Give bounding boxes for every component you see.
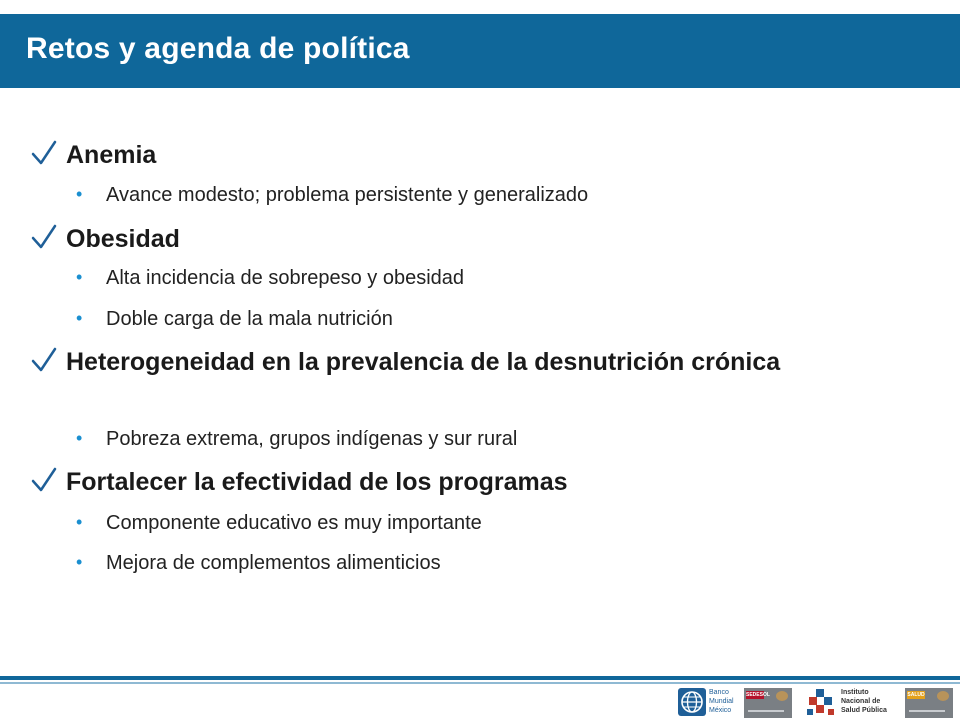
checkmark-icon bbox=[30, 345, 58, 375]
bullet-dot: • bbox=[76, 552, 83, 572]
world-bank-line: Mundial bbox=[709, 698, 734, 705]
world-bank-label bbox=[709, 688, 734, 715]
bullet-dot: • bbox=[76, 184, 83, 204]
sedesol-logo bbox=[744, 688, 792, 718]
world-bank-line: México bbox=[709, 707, 732, 714]
checkmark-icon bbox=[30, 138, 58, 168]
slide-title: Retos y agenda de política bbox=[26, 32, 410, 65]
footer-divider bbox=[0, 676, 960, 680]
sub-item: Alta incidencia de sobrepeso y obesidad bbox=[106, 267, 465, 289]
checkmark-icon bbox=[30, 465, 58, 495]
sub-item: Pobreza extrema, grupos indígenas y sur rural bbox=[106, 428, 518, 450]
insp-line: Instituto bbox=[841, 689, 869, 696]
heading-obesidad: Obesidad bbox=[66, 225, 180, 253]
insp-label bbox=[841, 688, 887, 715]
bullet-dot: • bbox=[76, 267, 83, 287]
heading-anemia: Anemia bbox=[66, 141, 157, 169]
eagle-seal-icon bbox=[776, 691, 788, 701]
insp-line: Nacional de bbox=[841, 698, 881, 705]
bullet-dot: • bbox=[76, 428, 83, 448]
sub-item: Avance modesto; problema persistente y generalizado bbox=[106, 184, 589, 206]
salud-tag: SALUD bbox=[907, 692, 925, 698]
footer-divider-light bbox=[0, 682, 960, 684]
heading-fortalecer: Fortalecer la efectividad de los programas bbox=[66, 468, 568, 496]
insp-line: Salud Pública bbox=[841, 707, 887, 714]
sub-item: Componente educativo es muy importante bbox=[106, 512, 482, 534]
world-bank-line: Banco bbox=[709, 689, 729, 696]
sub-item: Doble carga de la mala nutrición bbox=[106, 308, 393, 330]
checkmark-icon bbox=[30, 222, 58, 252]
sedesol-tag: SEDESOL bbox=[746, 692, 770, 698]
salud-logo bbox=[905, 688, 953, 718]
bullet-dot: • bbox=[76, 512, 83, 532]
logo-underline bbox=[909, 710, 945, 712]
bullet-dot: • bbox=[76, 308, 83, 328]
logo-underline bbox=[748, 710, 784, 712]
sub-item: Mejora de complementos alimenticios bbox=[106, 552, 441, 574]
eagle-seal-icon bbox=[937, 691, 949, 701]
insp-logo-icon bbox=[806, 688, 836, 718]
heading-heterogeneidad: Heterogeneidad en la prevalencia de la desnutrición crónica bbox=[66, 348, 781, 376]
world-bank-globe-icon bbox=[678, 688, 706, 716]
